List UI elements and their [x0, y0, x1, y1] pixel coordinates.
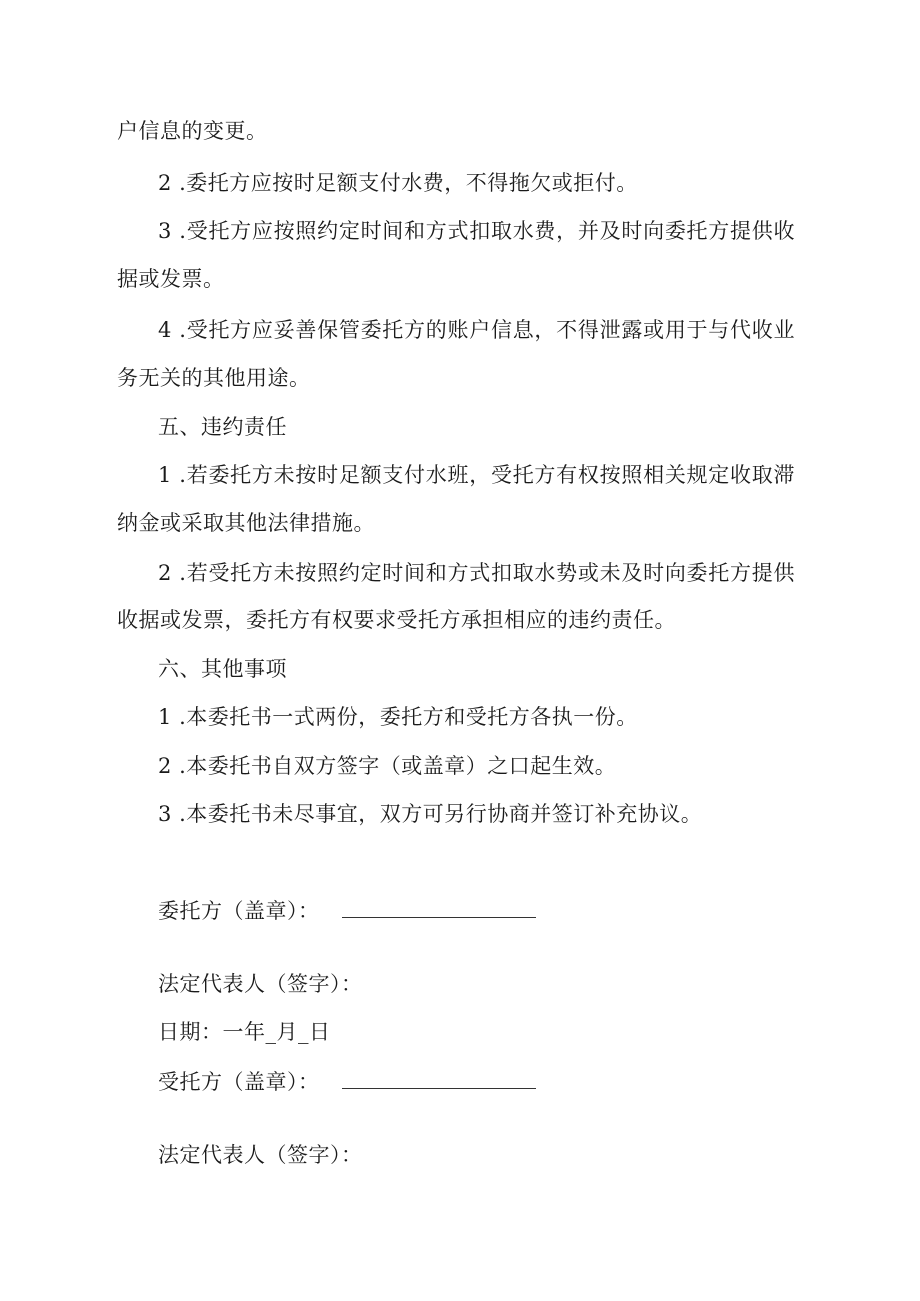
- item-text: .受托方应妥善保管委托方的账户信息，不得泄露或用于与代收业: [179, 318, 795, 342]
- item-text: .本委托书未尽事宜，双方可另行协商并签订补充协议。: [179, 802, 703, 826]
- list-item-continuation: 收据或发票，委托方有权要求受托方承担相应的违约责任。: [117, 608, 676, 632]
- section-heading: 六、其他事项: [158, 657, 287, 681]
- principal-seal-blank: [342, 897, 536, 918]
- agent-seal-row: [158, 1067, 536, 1097]
- list-item: [158, 216, 795, 246]
- item-number: 4: [158, 318, 172, 342]
- item-text: .委托方应按时足额支付水费，不得拖欠或拒付。: [179, 171, 638, 195]
- continuation-line: 户信息的变更。: [117, 119, 268, 143]
- agent-rep-label: 法定代表人（签字）：: [158, 1143, 363, 1167]
- item-number: 2: [158, 754, 172, 778]
- item-text: .若受托方未按照约定时间和方式扣取水势或未及时向委托方提供: [179, 561, 795, 585]
- item-number: 2: [158, 561, 172, 585]
- list-item-continuation: 据或发票。: [117, 267, 225, 291]
- list-item-continuation: 纳金或采取其他法律措施。: [117, 511, 375, 535]
- item-number: 1: [158, 463, 172, 487]
- principal-seal-label: 委托方（盖章）：: [158, 899, 320, 923]
- section-heading: 五、违约责任: [158, 415, 287, 439]
- item-number: 3: [158, 802, 172, 826]
- item-number: 1: [158, 705, 172, 729]
- list-item: [158, 799, 702, 829]
- list-item: [158, 460, 795, 490]
- list-item: [158, 315, 795, 345]
- item-text: .本委托书一式两份，委托方和受托方各执一份。: [179, 705, 638, 729]
- item-text: .受托方应按照约定时间和方式扣取水费，并及时向委托方提供收: [179, 219, 795, 243]
- item-number: 2: [158, 171, 172, 195]
- agent-seal-blank: [342, 1068, 536, 1089]
- item-text: .本委托书自双方签字（或盖章）之口起生效。: [179, 754, 617, 778]
- list-item-continuation: 务无关的其他用途。: [117, 366, 311, 390]
- item-text: .若委托方未按时足额支付水班，受托方有权按照相关规定收取滞: [179, 463, 795, 487]
- principal-seal-row: [158, 896, 536, 926]
- date-line: 日期：一年_月_日: [158, 1020, 331, 1044]
- list-item: [158, 751, 616, 781]
- list-item: [158, 702, 638, 732]
- principal-rep-label: 法定代表人（签字）：: [158, 972, 363, 996]
- list-item: [158, 168, 638, 198]
- item-number: 3: [158, 219, 172, 243]
- list-item: [158, 558, 795, 588]
- agent-seal-label: 受托方（盖章）：: [158, 1070, 320, 1094]
